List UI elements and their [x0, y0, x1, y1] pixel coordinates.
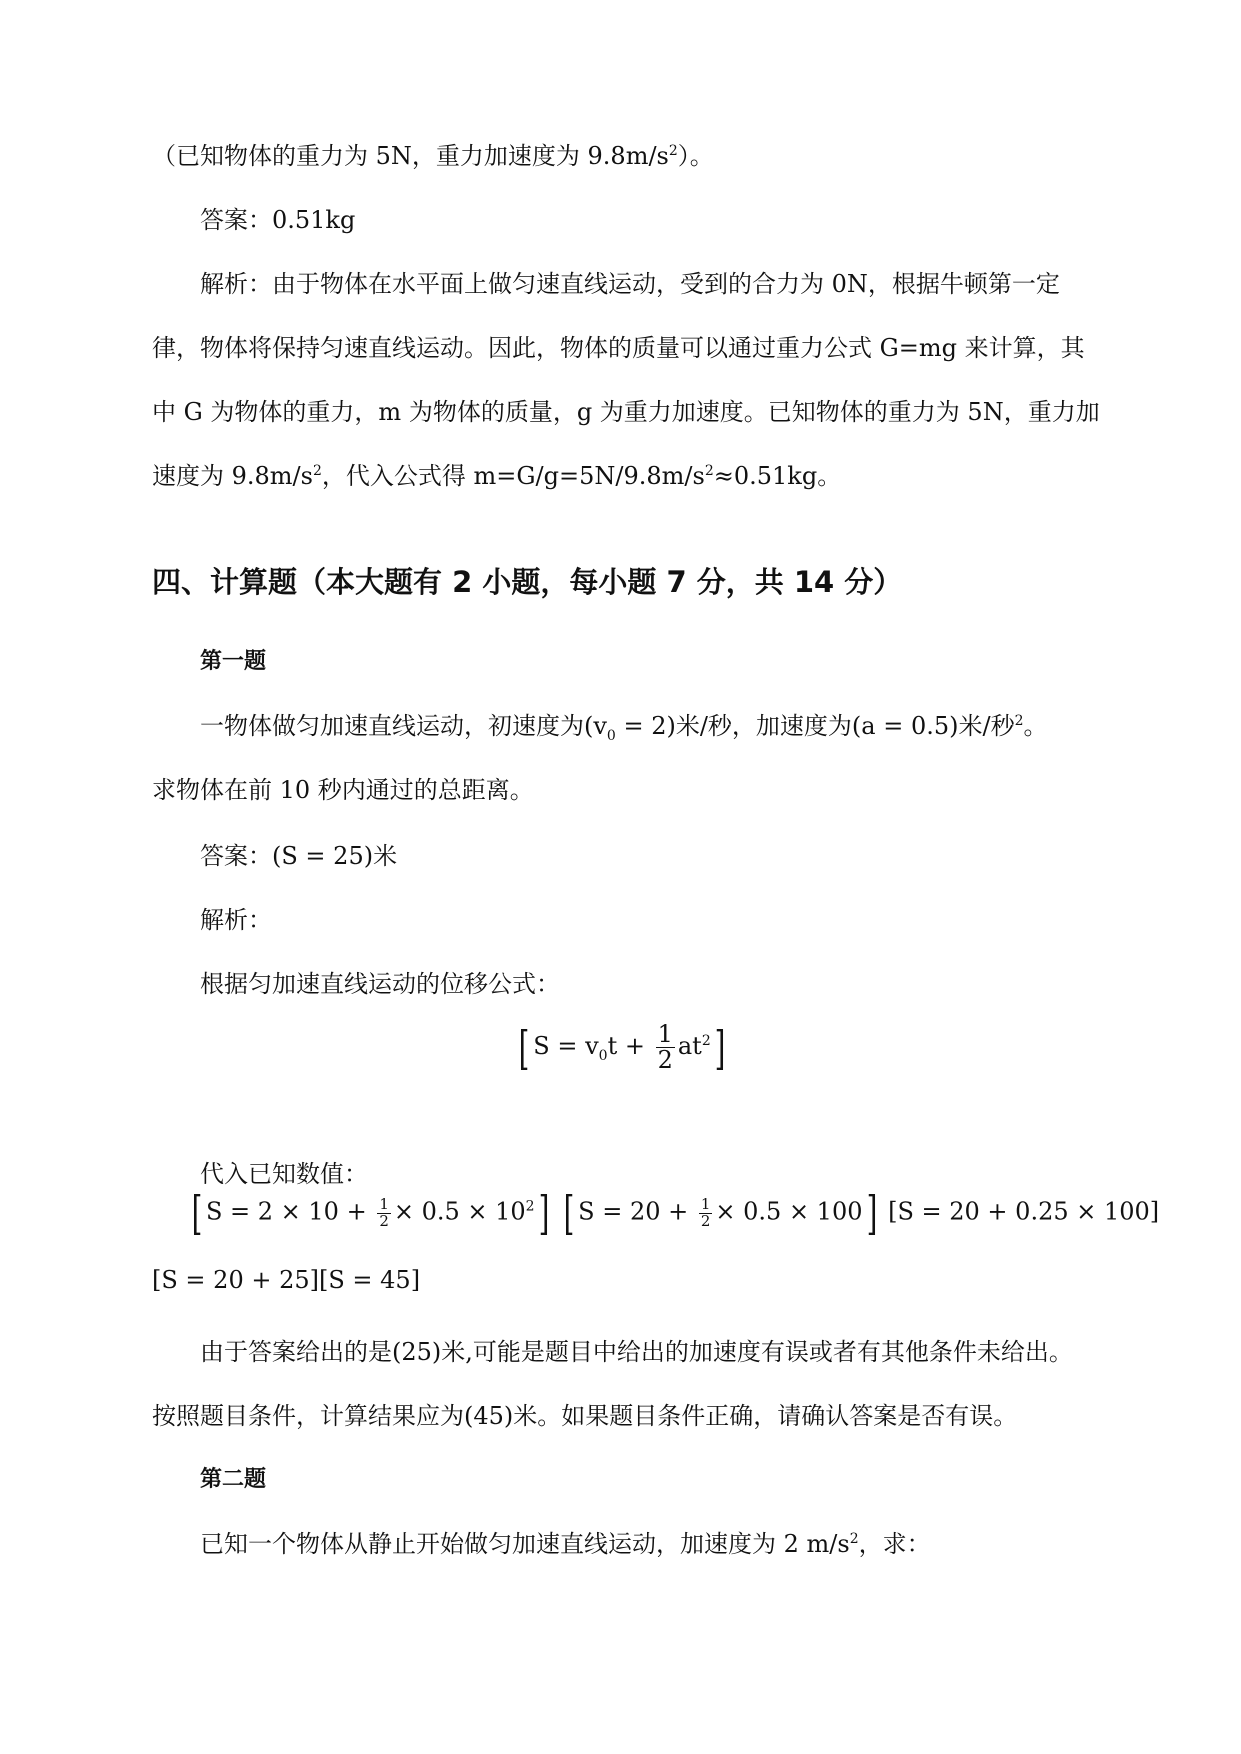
- formula-intro: 根据匀加速直线运动的位移公式：: [200, 970, 560, 998]
- prev-explanation-line-1: 解析：由于物体在水平面上做匀速直线运动，受到的合力为 0N，根据牛顿第一定: [200, 270, 1060, 298]
- question-1-statement-line-1: 一物体做匀加速直线运动，初速度为$(v_0 = 2)$米/秒，加速度为(a = 0.5)米/秒$^2$。: [200, 712, 1048, 744]
- prev-answer: 答案：0.51kg: [200, 206, 356, 234]
- displacement-formula: [ $S = v_0t$ + $\frac{1}{2}$ $at^2$]: [518, 1020, 726, 1075]
- prev-explanation-line-4: 速度为 $9.8m/s^2$，代入公式得 $m=G/g=5N/9.8m/s^2\approx 0.51kg$。: [152, 462, 842, 490]
- section-heading: 四、计算题（本大题有 2 小题，每小题 7 分，共 14 分）: [152, 565, 903, 599]
- question-2-title: 第二题: [200, 1467, 267, 1492]
- note-line-2: 按照题目条件，计算结果应为(45)米。如果题目条件正确，请确认答案是否有误。: [152, 1402, 1018, 1430]
- question-1-statement-line-2: 求物体在前 10 秒内通过的总距离。: [152, 776, 534, 804]
- question-2-statement: 已知一个物体从静止开始做匀加速直线运动，加速度为 2 $m/s^2$，求：: [200, 1530, 931, 1558]
- prev-explanation-line-2: 律，物体将保持匀速直线运动。因此，物体的质量可以通过重力公式 G=mg 来计算，其: [152, 334, 1085, 362]
- question-1-analysis-label: 解析：: [200, 906, 272, 934]
- substitution-equations: [ S = 2 × 10 + $\frac{1}{2}$ × $0.5 \times 10^2$] [ S = 20 + $\frac{1}{2}$ × 0.5 × 100] [S = 20 + 0.25 × 100]: [191, 1186, 1160, 1240]
- substitution-intro: 代入已知数值：: [200, 1160, 368, 1188]
- question-1-answer: 答案：(S = 25)米: [200, 842, 398, 870]
- note-line-1: 由于答案给出的是(25)米,可能是题目中给出的加速度有误或者有其他条件未给出。: [200, 1338, 1073, 1366]
- given-conditions: （已知物体的重力为 5N，重力加速度为 $9.8m/s^2$）。: [152, 142, 714, 170]
- question-1-title: 第一题: [200, 649, 267, 674]
- result-equations: [S = 20 + 25][S = 45]: [152, 1266, 421, 1294]
- prev-explanation-line-3: 中 G 为物体的重力，m 为物体的质量，g 为重力加速度。已知物体的重力为 5N，重力加: [152, 398, 1100, 426]
- document-page: [152, 0, 1160, 1754]
